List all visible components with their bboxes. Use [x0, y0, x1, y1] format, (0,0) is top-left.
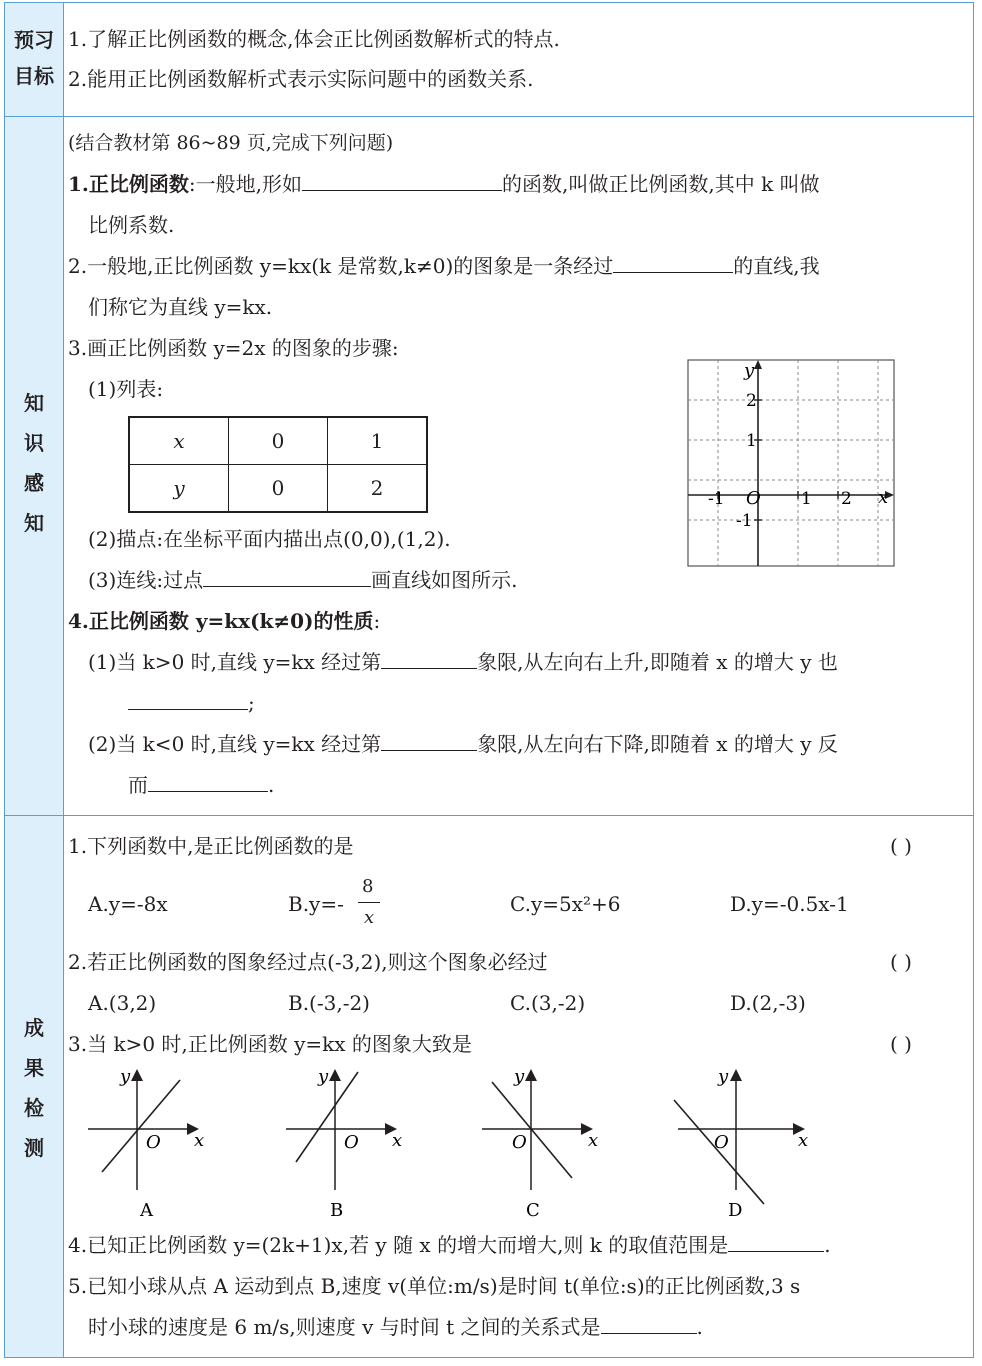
q4-1-blank-2[interactable] — [128, 691, 248, 710]
grid-tick-y: -1 — [736, 511, 753, 531]
knowledge-label-4: 知 — [24, 511, 44, 535]
t3-graph-b[interactable] — [286, 1066, 402, 1221]
q1-text-a: :一般地,形如 — [188, 172, 302, 196]
t3-option-label: D — [728, 1200, 743, 1221]
goal-2: 2.能用正比例函数解析式表示实际问题中的函数关系. — [68, 67, 534, 91]
q3-blank[interactable] — [203, 568, 371, 587]
grid-tick-x: 1 — [801, 489, 812, 509]
t2-question: 2.若正比例函数的图象经过点(-3,2),则这个图象必经过 — [68, 950, 548, 974]
t1-b-denominator: x — [364, 907, 375, 928]
grid-y-label: y — [744, 360, 755, 381]
q1-blank[interactable] — [302, 172, 502, 191]
q3-step1: (1)列表: — [88, 377, 164, 401]
q2-line1 — [68, 253, 820, 279]
q4-item2: (2)当 k<0 时,直线 y=kx 经过第 象限,从左向右下降,即随着 x 的增大 y 反 — [88, 732, 838, 756]
t3-graph-c[interactable] — [482, 1066, 598, 1221]
preview-label-2: 目标 — [14, 64, 54, 88]
table-cell: 2 — [328, 465, 428, 513]
svg-text:y: y — [120, 1066, 131, 1087]
svg-text:x: x — [194, 1130, 205, 1151]
t3-option-label: B — [330, 1200, 344, 1221]
preview-label-1: 预习 — [14, 28, 54, 52]
test-label-3: 检 — [24, 1096, 44, 1120]
svg-text:x: x — [392, 1130, 403, 1151]
q4-1-blank[interactable] — [381, 650, 477, 669]
t1-question: 1.下列函数中,是正比例函数的是 — [68, 834, 354, 858]
knowledge-intro: (结合教材第 86~89 页,完成下列问题) — [68, 132, 394, 154]
t1-b-numerator: 8 — [362, 876, 374, 897]
q4-item1: (1)当 k>0 时,直线 y=kx 经过第 象限,从左向右上升,即随着 x 的增大 y 也 — [88, 650, 838, 674]
q4-item2-cont: 而 . — [128, 773, 275, 797]
svg-text:O: O — [714, 1132, 729, 1153]
q1-text-b: 的函数,叫做正比例函数,其中 k 叫做 — [502, 172, 820, 196]
t1-option-d[interactable]: D.y=-0.5x-1 — [730, 892, 849, 916]
table-cell: 0 — [229, 465, 328, 513]
test-label-1: 成 — [24, 1016, 44, 1040]
svg-text:x: x — [588, 1130, 599, 1151]
table-cell: y — [129, 465, 229, 513]
q1-line2: 比例系数. — [88, 213, 175, 237]
t1-option-a[interactable]: A.y=-8x — [88, 892, 168, 916]
svg-text:O: O — [344, 1132, 359, 1153]
t4-question: 4.已知正比例函数 y=(2k+1)x,若 y 随 x 的增大而增大,则 k 的取值范围是 . — [68, 1233, 831, 1257]
divider-2 — [5, 815, 973, 816]
svg-text:y: y — [318, 1066, 329, 1087]
value-table — [128, 416, 428, 513]
grid-tick-x: -1 — [708, 489, 725, 509]
t1-answer-paren[interactable]: ( ) — [890, 834, 912, 858]
t3-graph-options — [84, 1066, 964, 1222]
q2-text-b: 的直线,我 — [733, 254, 820, 278]
table-row — [129, 417, 427, 465]
table-cell: x — [129, 417, 229, 465]
q3-title: 3.画正比例函数 y=2x 的图象的步骤: — [68, 336, 399, 360]
q1-title: 1.正比例函数 — [68, 172, 189, 196]
grid-tick-y: 2 — [746, 391, 757, 411]
t1-b-fraction-bar — [358, 902, 380, 903]
knowledge-label-3: 感 — [24, 471, 44, 495]
t3-graph-d[interactable] — [674, 1066, 808, 1221]
q4-2-blank-2[interactable] — [148, 773, 268, 792]
t2-answer-paren[interactable]: ( ) — [890, 950, 912, 974]
q4-2-blank[interactable] — [381, 732, 477, 751]
table-cell: 1 — [328, 417, 428, 465]
svg-text:y: y — [514, 1066, 525, 1087]
test-label-2: 果 — [24, 1056, 44, 1080]
q3-step2: (2)描点:在坐标平面内描出点(0,0),(1,2). — [88, 527, 451, 551]
svg-text:x: x — [798, 1130, 809, 1151]
svg-text:y: y — [718, 1066, 729, 1087]
q3-step3: (3)连线:过点 画直线如图所示. — [88, 568, 518, 592]
t3-question: 3.当 k>0 时,正比例函数 y=kx 的图象大致是 — [68, 1032, 472, 1056]
t2-option-a[interactable]: A.(3,2) — [88, 991, 157, 1015]
t5-line1: 5.已知小球从点 A 运动到点 B,速度 v(单位:m/s)是时间 t(单位:s)的正比例函数,3 s — [68, 1274, 801, 1298]
grid-tick-y: 1 — [746, 431, 757, 451]
q4-title: 4.正比例函数 y=kx(k≠0)的性质: — [68, 609, 381, 633]
q2-blank[interactable] — [613, 254, 733, 273]
t4-blank[interactable] — [728, 1233, 824, 1252]
t5-line2: 时小球的速度是 6 m/s,则速度 v 与时间 t 之间的关系式是 . — [88, 1315, 703, 1339]
q4-item1-cont: ; — [128, 690, 255, 716]
t2-option-d[interactable]: D.(2,-3) — [730, 991, 806, 1015]
t5-blank[interactable] — [601, 1315, 697, 1334]
t3-option-label: C — [526, 1200, 540, 1221]
t3-graph-a[interactable] — [88, 1066, 204, 1221]
coordinate-grid — [686, 358, 898, 568]
t2-option-c[interactable]: C.(3,-2) — [510, 991, 586, 1015]
grid-x-label: x — [878, 487, 889, 508]
t3-option-label: A — [140, 1200, 153, 1221]
knowledge-label-1: 知 — [24, 391, 44, 415]
goal-1: 1.了解正比例函数的概念,体会正比例函数解析式的特点. — [68, 27, 560, 51]
t2-option-b[interactable]: B.(-3,-2) — [288, 991, 370, 1015]
t1-option-b[interactable]: B.y=- — [288, 892, 344, 916]
grid-origin: O — [746, 488, 761, 509]
knowledge-label-2: 识 — [24, 431, 44, 455]
q1-line1 — [68, 171, 820, 197]
svg-text:O: O — [512, 1132, 527, 1153]
test-label-4: 测 — [24, 1136, 44, 1160]
table-cell: 0 — [229, 417, 328, 465]
svg-text:O: O — [146, 1132, 161, 1153]
q2-text-a: 2.一般地,正比例函数 y=kx(k 是常数,k≠0)的图象是一条经过 — [68, 254, 614, 278]
t3-answer-paren[interactable]: ( ) — [890, 1032, 912, 1056]
grid-tick-x: 2 — [841, 489, 852, 509]
q2-line2: 们称它为直线 y=kx. — [88, 295, 273, 319]
divider-1 — [5, 116, 973, 117]
table-row — [129, 465, 427, 513]
t1-option-c[interactable]: C.y=5x²+6 — [510, 892, 621, 916]
